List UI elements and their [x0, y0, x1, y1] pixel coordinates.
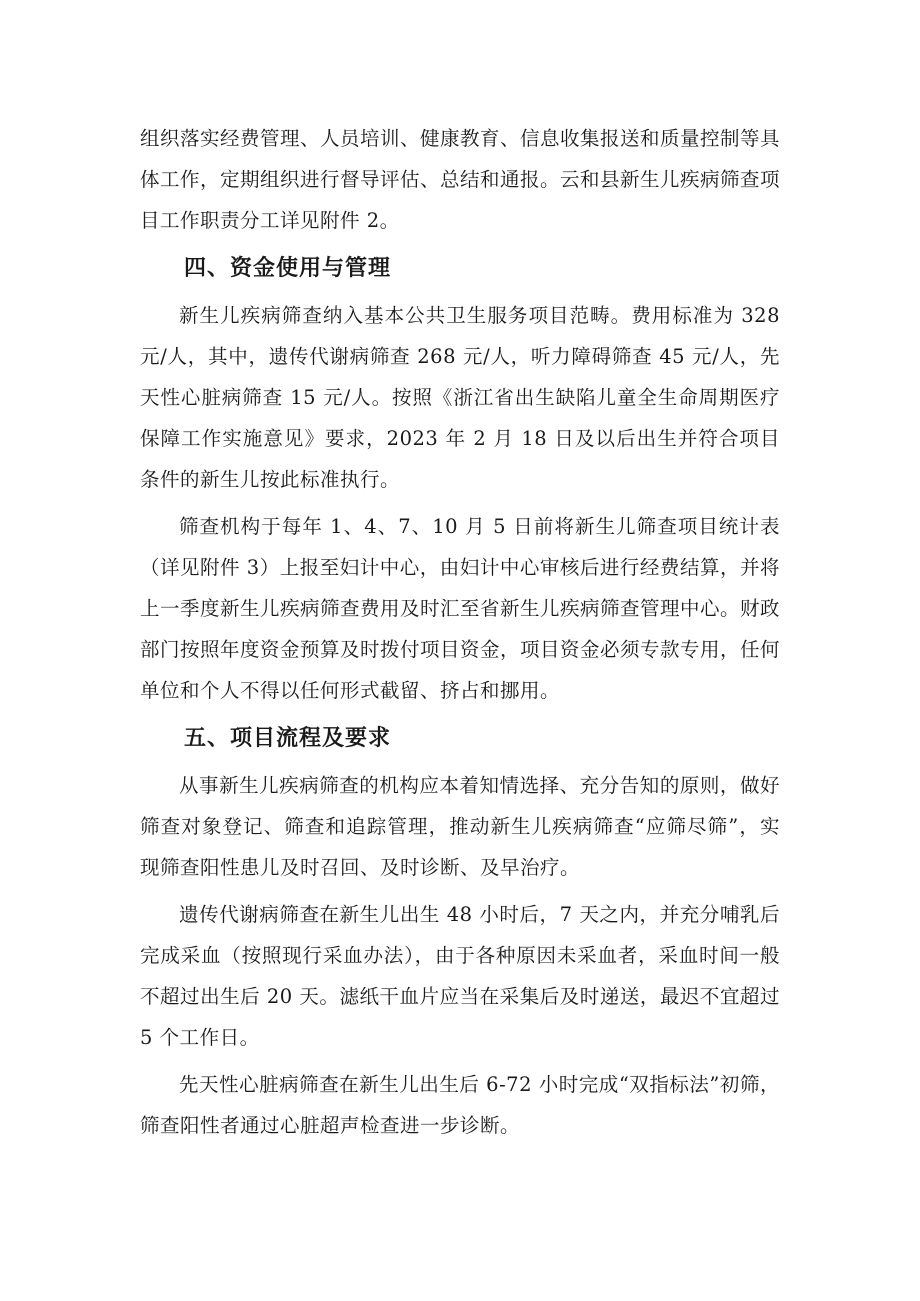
paragraph-fee-standard: 新生儿疾病筛查纳入基本公共卫生服务项目范畴。费用标准为 328 元/人，其中，遗传代谢病筛查 268 元/人，听力障碍筛查 45 元/人，先天性心脏病筛查 15 元/人。按照《浙江省出生缺陷儿童全生命周期医疗保障工作实施意见》要求，2023 年 2 月 18 日及以后出生并符合项目条件的新生儿按此标准执行。	[140, 304, 780, 491]
document-body	[140, 118, 780, 1152]
paragraph-continuation: 组织落实经费管理、人员培训、健康教育、信息收集报送和质量控制等具体工作，定期组织进行督导评估、总结和通报。云和县新生儿疾病筛查项目工作职责分工详见附件 2。	[140, 127, 781, 232]
paragraph-principles: 从事新生儿疾病筛查的机构应本着知情选择、充分告知的原则，做好筛查对象登记、筛查和追踪管理，推动新生儿疾病筛查“应筛尽筛”，实现筛查阳性患儿及时召回、及时诊断、及早治疗。	[140, 774, 780, 879]
section-heading-4: 四、资金使用与管理	[184, 256, 392, 281]
paragraph-settlement: 筛查机构于每年 1、4、7、10 月 5 日前将新生儿筛查项目统计表（详见附件 3）上报至妇计中心，由妇计中心审核后进行经费结算，并将上一季度新生儿疾病筛查费用及时汇至省新生儿疾病筛查管理中心。财政部门按照年度资金预算及时拨付项目资金，项目资金必须专款专用，任何单位和个人不得以任何形式截留、挤占和挪用。	[140, 515, 781, 702]
paragraph-heart-screening: 先天性心脏病筛查在新生儿出生后 6-72 小时完成“双指标法”初筛，筛查阳性者通过心脏超声检查进一步诊断。	[140, 1073, 780, 1137]
section-heading-5: 五、项目流程及要求	[184, 726, 392, 751]
paragraph-metabolic-screening: 遗传代谢病筛查在新生儿出生 48 小时后，7 天之内，并充分哺乳后完成采血（按照现行采血办法），由于各种原因未采血者，采血时间一般不超过出生后 20 天。滤纸干血片应当在采集后及时递送，最迟不宜超过 5 个工作日。	[140, 903, 780, 1049]
